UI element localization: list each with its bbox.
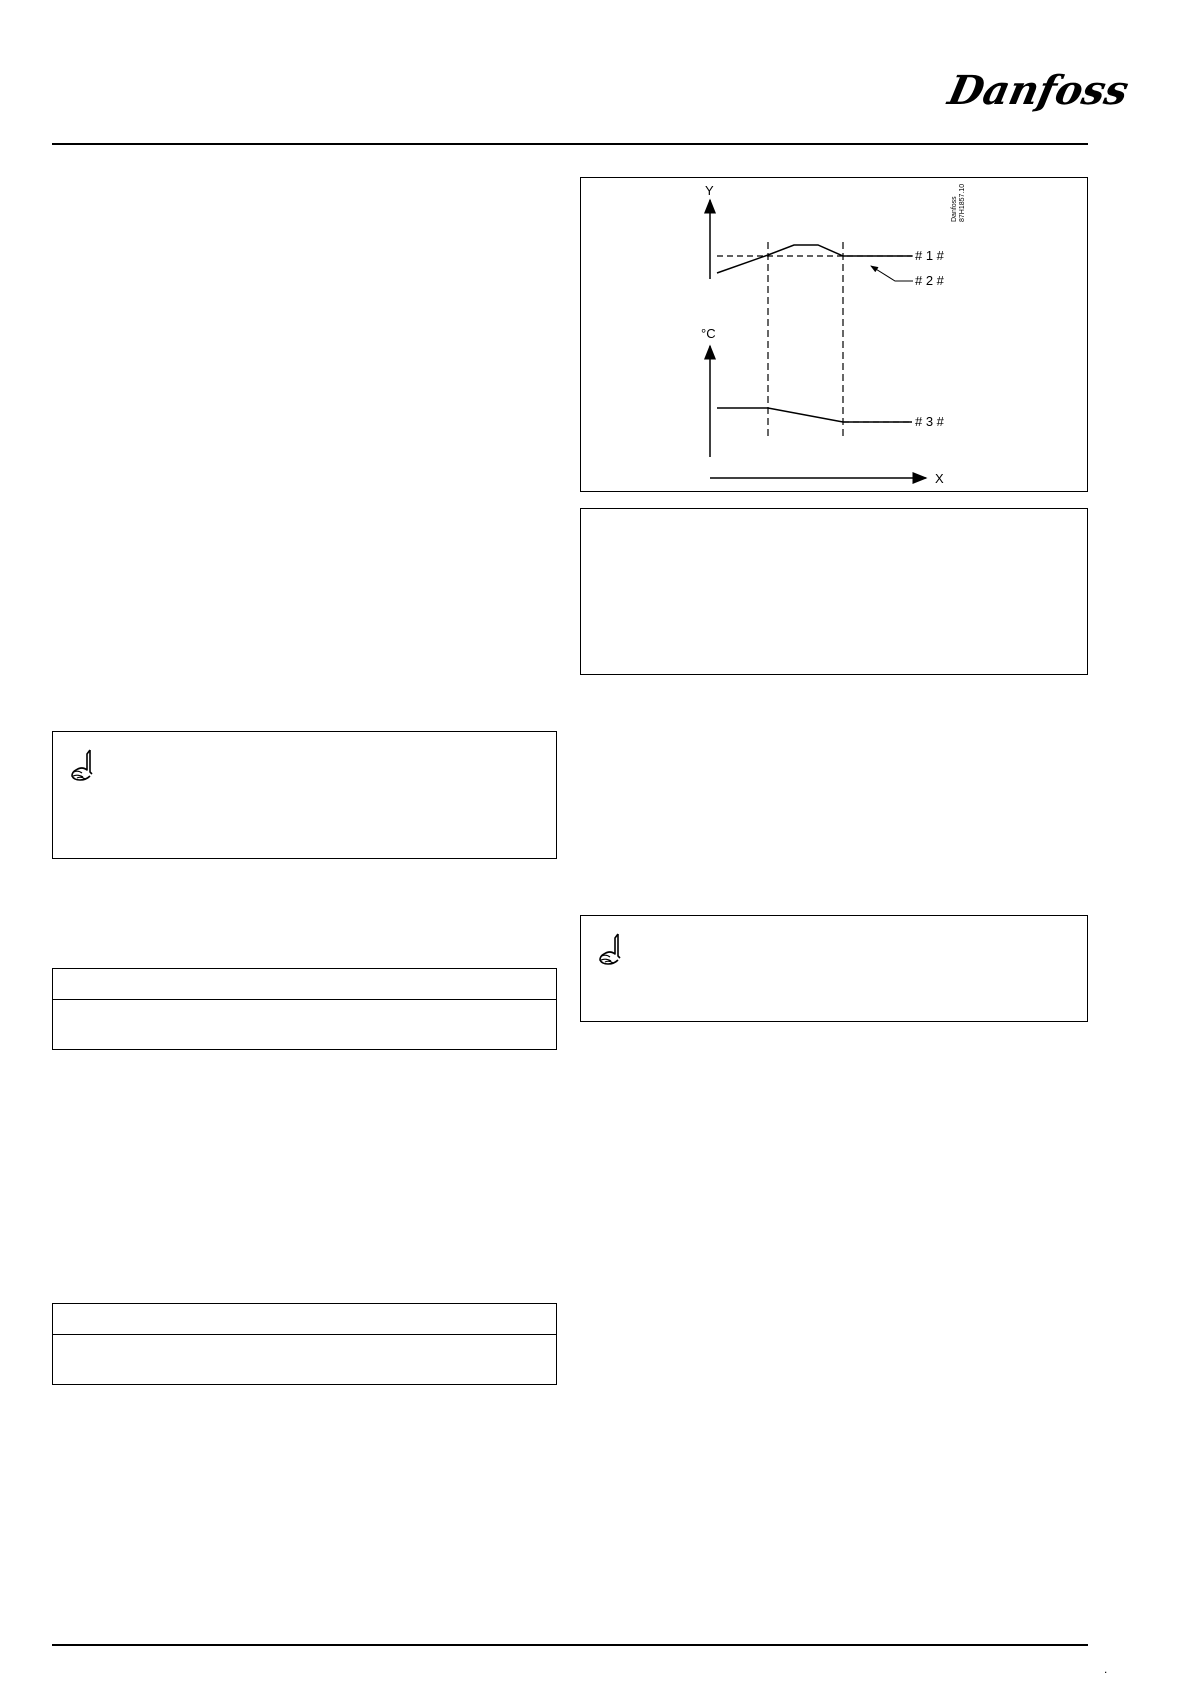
table-2-header xyxy=(53,1304,556,1335)
danfoss-logo xyxy=(944,58,1133,120)
footer-rule xyxy=(52,1644,1088,1646)
x-axis-label: X xyxy=(935,471,944,486)
source-note-line2: 87H1857.10 xyxy=(959,183,966,222)
page-marker: . xyxy=(1104,1662,1108,1676)
note-box-1 xyxy=(52,731,557,859)
callout-2: # 2 # xyxy=(915,273,944,288)
source-note-line1: Danfoss xyxy=(951,196,958,222)
logo-wordmark: Danfoss xyxy=(944,66,1133,114)
callout-2-leader xyxy=(871,266,913,281)
curve-2 xyxy=(717,245,912,273)
temperature-axis-label: °C xyxy=(701,326,716,341)
callout-1: # 1 # xyxy=(915,248,944,263)
table-1 xyxy=(52,968,557,1050)
table-1-header xyxy=(53,969,556,1000)
curve-3 xyxy=(717,408,912,422)
temperature-diagram xyxy=(580,177,1088,492)
table-2 xyxy=(52,1303,557,1385)
note-box-2 xyxy=(580,915,1088,1022)
diagram-legend-box xyxy=(580,508,1088,675)
y-axis-label: Y xyxy=(705,183,714,198)
callout-3: # 3 # xyxy=(915,414,944,429)
header-rule xyxy=(52,143,1088,145)
pointing-hand-icon xyxy=(596,932,626,968)
pointing-hand-icon xyxy=(68,748,98,784)
